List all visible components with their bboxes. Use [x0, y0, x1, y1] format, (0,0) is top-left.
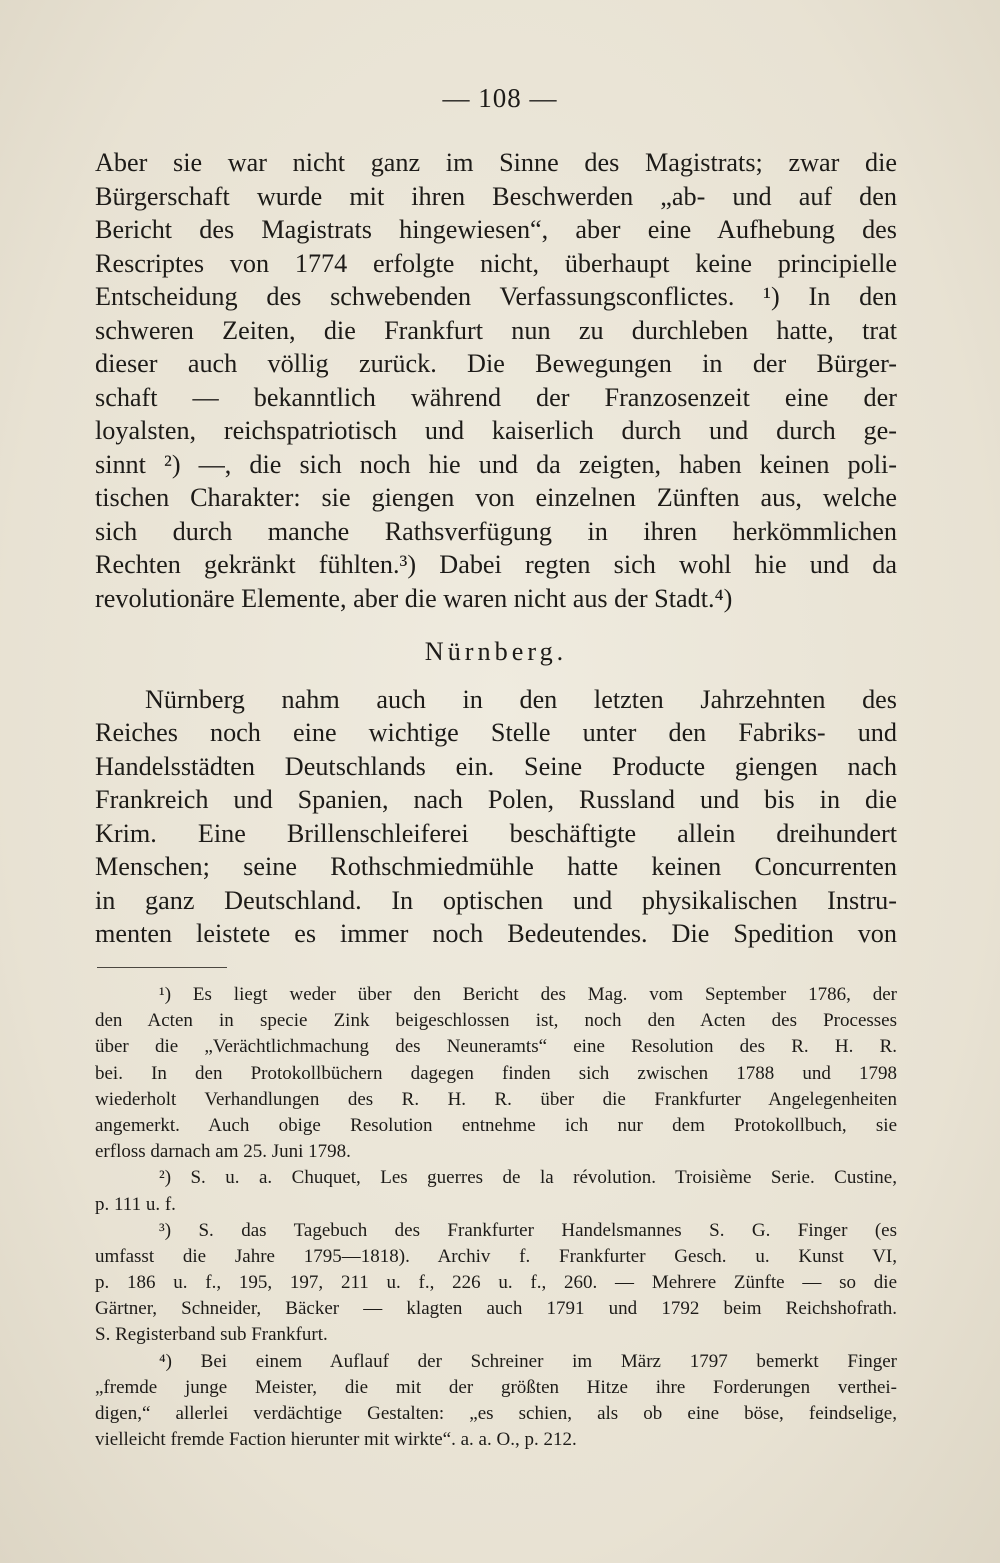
section-heading: Nürnberg. — [424, 637, 568, 666]
body-text — [95, 146, 897, 951]
footnote-line: ⁴) Bei einem Auflauf der Schreiner im März 1797 bemerkt Finger — [159, 1350, 897, 1372]
text-line: menten leistete es immer noch Bedeutendes. Die Spedition von — [95, 919, 897, 948]
footnote-line: digen,“ allerlei verdächtige Gestalten: „es schien, als ob eine böse, feindselige, — [95, 1403, 897, 1424]
footnote-1 — [95, 982, 897, 1165]
paragraph-2 — [95, 683, 897, 951]
footnote-divider — [97, 967, 227, 968]
footnote-line: p. 186 u. f., 195, 197, 211 u. f., 226 u. f., 260. — Mehrere Zünfte — so die — [95, 1272, 897, 1294]
page-number: — 108 — — [442, 83, 558, 113]
footnote-2 — [95, 1165, 897, 1217]
footnote-line: über die „Verächtlichmachung des Neuneramts“ eine Resolution des R. H. R. — [95, 1036, 897, 1058]
text-line: schweren Zeiten, die Frankfurt nun zu durchleben hatte, trat — [95, 315, 897, 345]
text-line: Entscheidung des schwebenden Verfassungsconflictes. ¹) In den — [95, 282, 897, 311]
text-line: Menschen; seine Rothschmiedmühle hatte keinen Concurrenten — [95, 852, 897, 881]
text-line: Bürgerschaft wurde mit ihren Beschwerden „ab- und auf den — [95, 181, 897, 211]
text-line: sich durch manche Rathsverfügung in ihren herkömmlichen — [95, 516, 897, 546]
footnote-4 — [95, 1349, 897, 1454]
footnote-line: p. 111 u. f. — [95, 1193, 176, 1215]
text-line: tischen Charakter: sie giengen von einzelnen Zünften aus, welche — [95, 483, 897, 512]
text-line: dieser auch völlig zurück. Die Bewegungen in der Bürger- — [95, 349, 897, 378]
footnote-line: „fremde junge Meister, die mit der größten Hitze ihre Forderungen verthei- — [95, 1376, 897, 1398]
text-line: Nürnberg nahm auch in den letzten Jahrzehnten des — [145, 684, 897, 714]
footnote-line: ²) S. u. a. Chuquet, Les guerres de la révolution. Troisième Serie. Custine, — [159, 1167, 897, 1189]
footnote-line: bei. In den Protokollbüchern dagegen finden sich zwischen 1788 und 1798 — [95, 1062, 897, 1084]
text-line: Bericht des Magistrats hingewiesen“, aber eine Aufhebung des — [95, 215, 897, 244]
text-line: Frankreich und Spanien, nach Polen, Russland und bis in die — [95, 785, 897, 814]
footnote-line: ³) S. das Tagebuch des Frankfurter Handelsmannes S. G. Finger (es — [159, 1219, 897, 1241]
text-line: Reiches noch eine wichtige Stelle unter den Fabriks- und — [95, 718, 897, 747]
text-line: revolutionäre Elemente, aber die waren nicht aus der Stadt.⁴) — [95, 583, 733, 613]
text-line: sinnt ²) —, die sich noch hie und da zeigten, haben keinen poli- — [95, 449, 897, 479]
footnotes — [95, 982, 897, 1453]
footnote-line: angemerkt. Auch obige Resolution entnehme ich nur dem Protokollbuch, sie — [95, 1114, 897, 1136]
text-line: Krim. Eine Brillenschleiferei beschäftigte allein dreihundert — [95, 818, 897, 848]
footnote-line: Gärtner, Schneider, Bäcker — klagten auch 1791 und 1792 beim Reichshofrath. — [95, 1298, 897, 1320]
text-line: Aber sie war nicht ganz im Sinne des Magistrats; zwar die — [95, 148, 897, 177]
footnote-3 — [95, 1218, 897, 1349]
footnote-line: erfloss darnach am 25. Juni 1798. — [95, 1141, 351, 1163]
footnote-line: vielleicht fremde Faction hierunter mit wirkte“. a. a. O., p. 212. — [95, 1429, 577, 1451]
text-line: Rescriptes von 1774 erfolgte nicht, überhaupt keine principielle — [95, 248, 897, 278]
footnote-line: S. Registerband sub Frankfurt. — [95, 1324, 328, 1346]
text-line: loyalsten, reichspatriotisch und kaiserlich durch und durch ge- — [95, 416, 897, 445]
footnote-line: wiederholt Verhandlungen des R. H. R. über die Frankfurter Angelegenheiten — [95, 1088, 897, 1110]
text-line: Handelsstädten Deutschlands ein. Seine Producte giengen nach — [95, 751, 897, 781]
text-line: in ganz Deutschland. In optischen und physikalischen Instru- — [95, 885, 897, 915]
footnote-line: den Acten in specie Zink beigeschlossen ist, noch den Acten des Processes — [95, 1010, 897, 1032]
text-line: Rechten gekränkt fühlten.³) Dabei regten sich wohl hie und da — [95, 550, 897, 579]
footnote-line: ¹) Es liegt weder über den Bericht des Mag. vom September 1786, der — [159, 984, 897, 1005]
footnote-line: umfasst die Jahre 1795—1818). Archiv f. Frankfurter Gesch. u. Kunst VI, — [95, 1245, 897, 1267]
text-line: schaft — bekanntlich während der Franzosenzeit eine der — [95, 382, 897, 412]
paragraph-1 — [95, 146, 897, 615]
